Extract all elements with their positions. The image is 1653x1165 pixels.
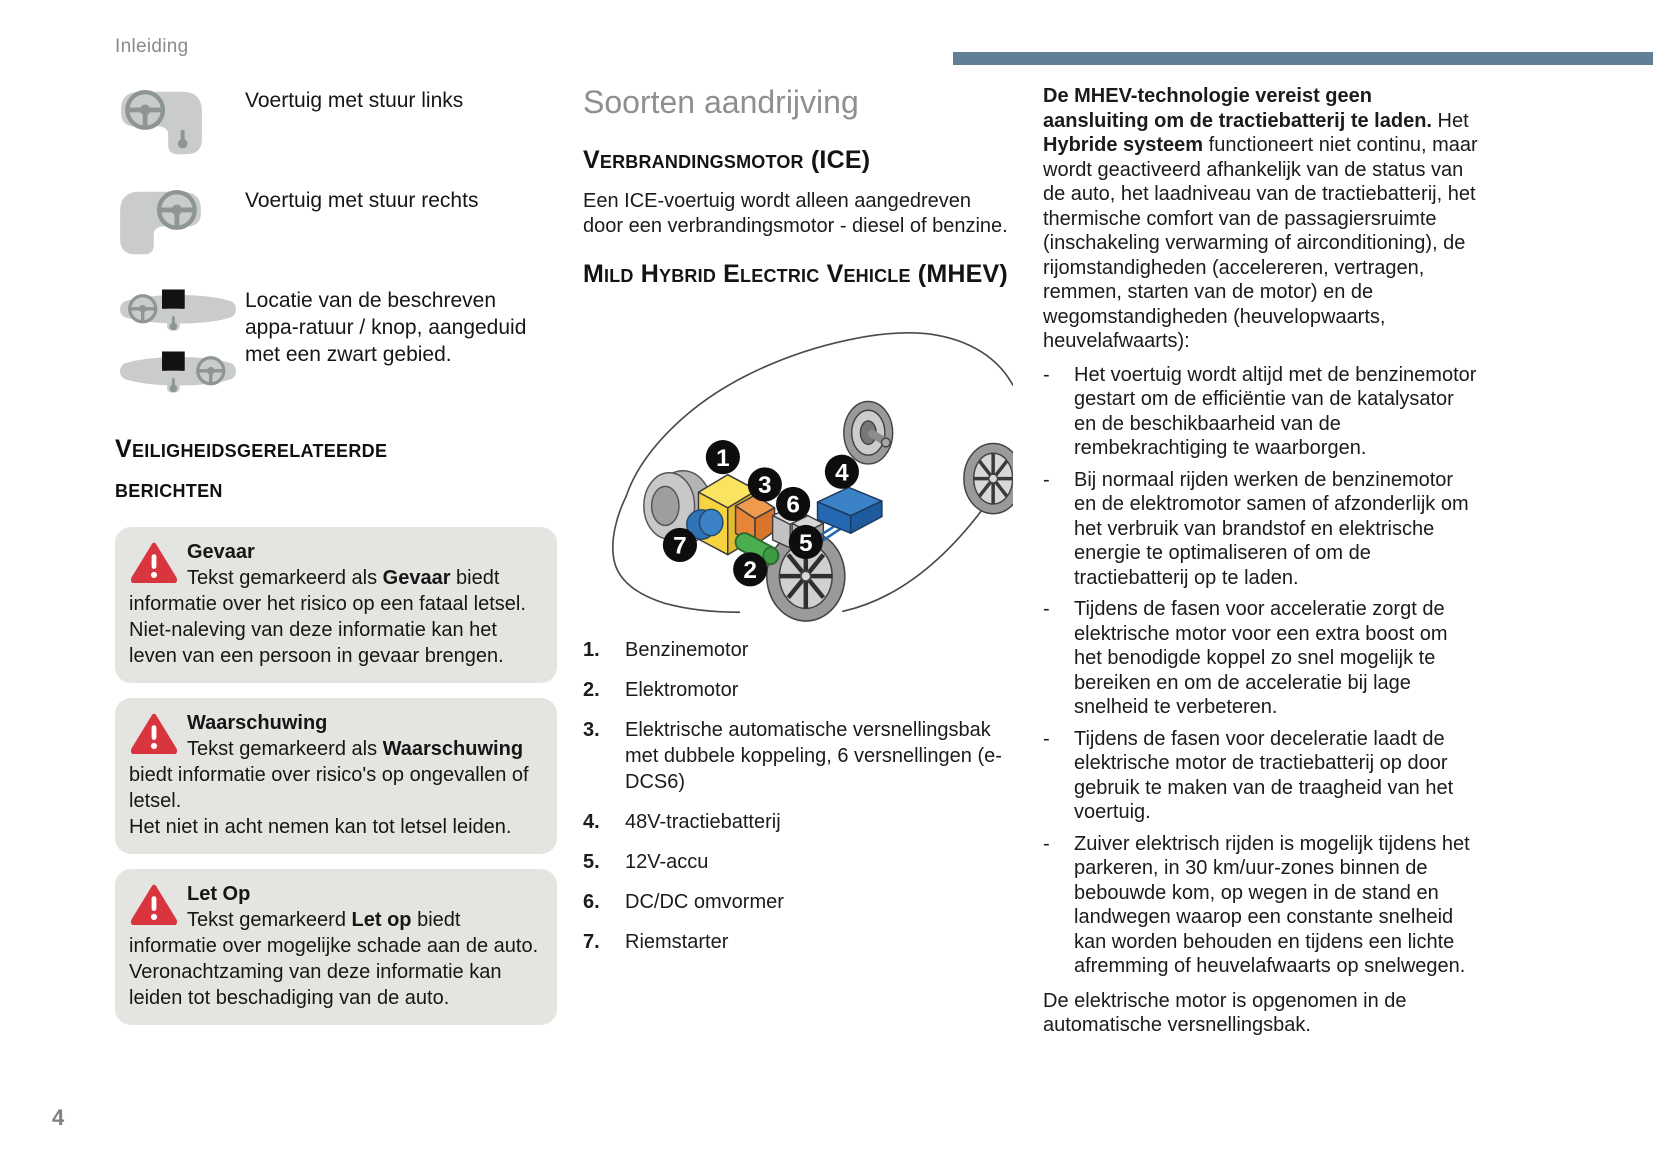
- equipment-location-right-icon: [115, 346, 241, 404]
- mhev-bullet-list: [1043, 363, 1479, 979]
- warning-triangle-icon: [131, 542, 177, 583]
- list-item: 7. Riemstarter: [583, 931, 729, 953]
- warning-text: Het niet in acht nemen kan tot letsel leiden.: [129, 816, 512, 838]
- right-column: [1043, 84, 1479, 1038]
- legend-row-equipment-location: [115, 284, 557, 404]
- svg-text:7: 7: [673, 532, 687, 560]
- tractiebatterij-block: [818, 487, 882, 533]
- rear-right-wheel: [964, 443, 1013, 513]
- left-column: [115, 84, 557, 1040]
- mhev-intro-paragraph: De MHEV-technologie vereist geen aansluiting om de tractiebatterij te laden. Het Hybride systeem functioneert niet continu, maar wordt geactiveerd afhankelijk van de status van de auto, het laadniveau van de tractiebatterij, het thermische comfort van de passagiersruimte (inschakeling verwarming of airconditioning), de rijomstandigheden (accelereren, vertragen, remmen, starten van de motor) en de wegomstandigheden (heuvelopwaarts, heuvelafwaarts):: [1043, 85, 1478, 352]
- warning-text: Tekst gemarkeerd als Waarschuwing biedt informatie over risico's op ongevallen of letsel.: [129, 738, 529, 812]
- list-item: 4. 48V-tractiebatterij: [583, 811, 781, 833]
- warning-box-gevaar: [115, 527, 557, 683]
- svg-text:6: 6: [786, 491, 800, 519]
- warning-text: Niet-naleving van deze informatie kan het leven van een persoon in gevaar brengen.: [129, 619, 504, 667]
- warning-title: Waarschuwing: [187, 712, 328, 734]
- ice-heading: Verbrandingsmotor (ICE): [583, 146, 871, 174]
- legend-label: Voertuig met stuur rechts: [245, 189, 479, 212]
- legend-label: Voertuig met stuur links: [245, 89, 464, 112]
- warning-triangle-icon: [131, 884, 177, 925]
- list-item: 6. DC/DC omvormer: [583, 891, 784, 913]
- safety-section-title: Veiligheidsgerelateerde berichten: [115, 435, 388, 503]
- warning-triangle-icon: [131, 713, 177, 754]
- bullet-item: - Tijdens de fasen voor deceleratie laadt de elektrische motor de tractiebatterij op door gebruik te maken van de traagheid van het voertuig.: [1043, 727, 1454, 823]
- mhev-heading: Mild Hybrid Electric Vehicle (MHEV): [583, 260, 1008, 288]
- mhev-outro-paragraph: De elektrische motor is opgenomen in de automatische versnellingsbak.: [1043, 989, 1407, 1036]
- bullet-item: - Het voertuig wordt altijd met de benzinemotor gestart om de efficiëntie van de katalysator en de beschikbaarheid van de rembekrachtiging te waarborgen.: [1043, 363, 1477, 459]
- list-item: 3. Elektrische automatische versnellingsbak met dubbele koppeling, 6 versnellingen (e-DCS6): [583, 719, 1002, 793]
- legend-row-steering-right: [115, 184, 557, 259]
- svg-text:2: 2: [743, 557, 757, 585]
- accent-bar: [953, 52, 1653, 65]
- warning-text: Tekst gemarkeerd Let op biedt informatie over mogelijke schade aan de auto.: [129, 909, 539, 957]
- steering-wheel-right-icon: [115, 184, 207, 259]
- steering-wheel-left-icon: [115, 84, 207, 159]
- bullet-item: - Tijdens de fasen voor acceleratie zorgt de elektrische motor voor een extra boost om het benodigde koppel zo snel mogelijk te bereiken en om de acceleratie bij lage snelheid te verbeteren.: [1043, 598, 1448, 718]
- warning-box-letop: [115, 869, 557, 1025]
- svg-text:4: 4: [835, 459, 849, 487]
- component-list: [583, 637, 1013, 955]
- list-item: 2. Elektromotor: [583, 679, 739, 701]
- legend-row-steering-left: [115, 84, 557, 159]
- warning-box-waarschuwing: [115, 698, 557, 854]
- list-item: 5. 12V-accu: [583, 851, 709, 873]
- warning-text: Tekst gemarkeerd als Gevaar biedt informatie over het risico op een fataal letsel.: [129, 567, 526, 615]
- legend-label: Locatie van de beschreven appa-ratuur / knop, aangeduid met een zwart gebied.: [245, 289, 527, 366]
- page-number: 4: [52, 1105, 65, 1130]
- page-header: Inleiding: [115, 36, 189, 57]
- svg-text:1: 1: [716, 444, 730, 472]
- ice-body: Een ICE-voertuig wordt alleen aangedreven door een verbrandingsmotor - diesel of benzine.: [583, 190, 1008, 237]
- warning-title: Gevaar: [187, 541, 255, 563]
- middle-column: [583, 84, 1013, 969]
- rear-left-wheel: [844, 402, 893, 464]
- bullet-item: - Bij normaal rijden werken de benzinemotor en de elektromotor samen of afzonderlijk om het verbruik van brandstof en elektrische energie te optimaliseren of om de tractiebatterij op te laden.: [1043, 468, 1469, 589]
- svg-text:3: 3: [758, 472, 772, 500]
- svg-text:5: 5: [799, 529, 813, 557]
- equipment-location-left-icon: [115, 284, 241, 342]
- bullet-item: - Zuiver elektrisch rijden is mogelijk tijdens het parkeren, in 30 km/uur-zones binnen de bebouwde kom, op wegen in de stand en landwegen waarop een constante snelheid kan worden behouden en tijdens een lichte afremming of heuvelafwaarts op snelwegen.: [1043, 832, 1470, 977]
- mhev-powertrain-diagram: [583, 301, 1013, 623]
- list-item: 1. Benzinemotor: [583, 639, 749, 661]
- warning-text: Veronachtzaming van deze informatie kan leiden tot beschadiging van de auto.: [129, 961, 502, 1009]
- section-title: Soorten aandrijving: [583, 84, 859, 120]
- warning-title: Let Op: [187, 883, 251, 905]
